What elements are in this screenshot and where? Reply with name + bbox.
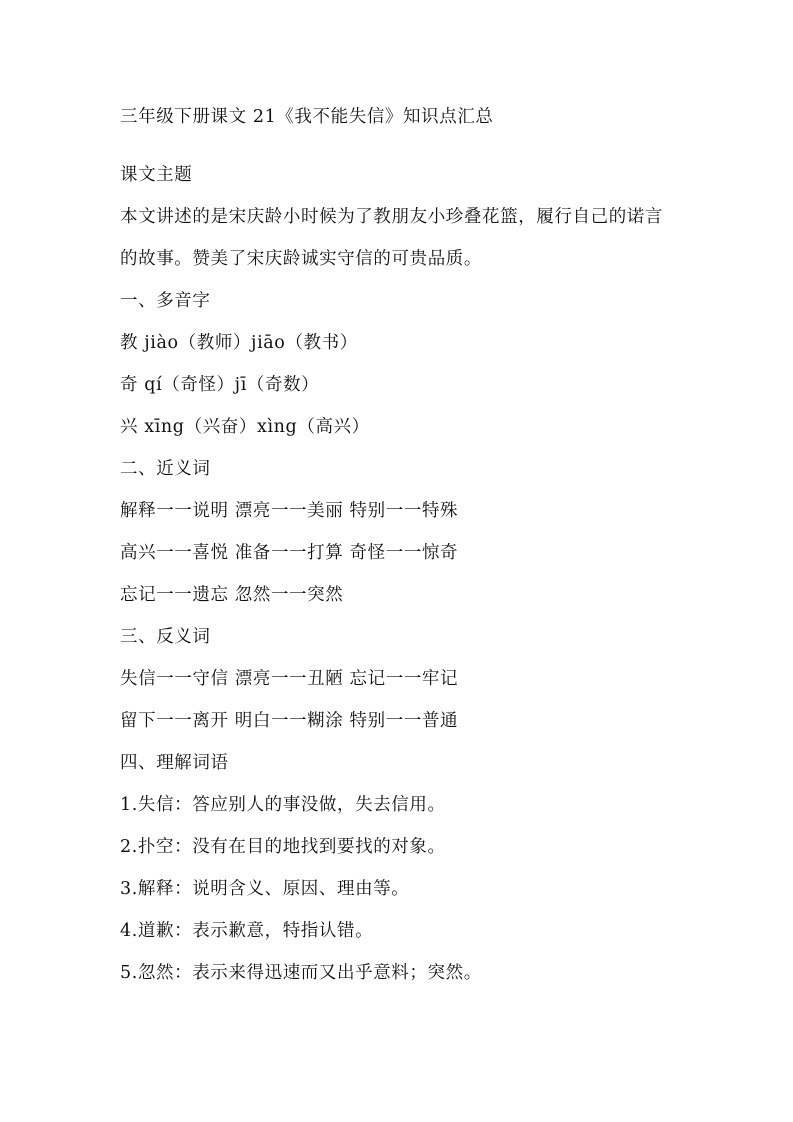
polyphonic-item: 奇 qí（奇怪）jī（奇数） xyxy=(120,375,320,395)
vocabulary-heading: 四、理解词语 xyxy=(120,753,229,773)
theme-paragraph: 本文讲述的是宋庆龄小时候为了教朋友小珍叠花篮，履行自己的诺言的故事。赞美了宋庆龄诚实守信的可贵品质。 xyxy=(120,207,663,269)
antonyms-row: 留下一一离开 明白一一糊涂 特别一一普通 xyxy=(120,711,459,731)
polyphonic-heading: 一、多音字 xyxy=(120,291,211,311)
document-title: 三年级下册课文 21《我不能失信》知识点汇总 xyxy=(120,107,494,127)
polyphonic-item: 兴 xīng（兴奋）xìng（高兴） xyxy=(120,417,370,437)
vocabulary-item: 5.忽然：表示来得迅速而又出乎意料；突然。 xyxy=(120,963,482,983)
vocabulary-item: 3.解释：说明含义、原因、理由等。 xyxy=(120,879,410,899)
antonyms-row: 失信一一守信 漂亮一一丑陋 忘记一一牢记 xyxy=(120,669,459,689)
synonyms-heading: 二、近义词 xyxy=(120,459,211,479)
theme-heading: 课文主题 xyxy=(120,165,193,185)
synonyms-row: 高兴一一喜悦 准备一一打算 奇怪一一惊奇 xyxy=(120,543,459,563)
synonyms-row: 解释一一说明 漂亮一一美丽 特别一一特殊 xyxy=(120,501,459,521)
vocabulary-item: 2.扑空：没有在目的地找到要找的对象。 xyxy=(120,837,446,857)
polyphonic-item: 教 jiào（教师）jiāo（教书） xyxy=(120,333,358,353)
document-body xyxy=(120,100,680,994)
vocabulary-item: 1.失信：答应别人的事没做，失去信用。 xyxy=(120,795,446,815)
synonyms-row: 忘记一一遗忘 忽然一一突然 xyxy=(120,585,344,605)
antonyms-heading: 三、反义词 xyxy=(120,627,211,647)
vocabulary-item: 4.道歉：表示歉意，特指认错。 xyxy=(120,921,374,941)
